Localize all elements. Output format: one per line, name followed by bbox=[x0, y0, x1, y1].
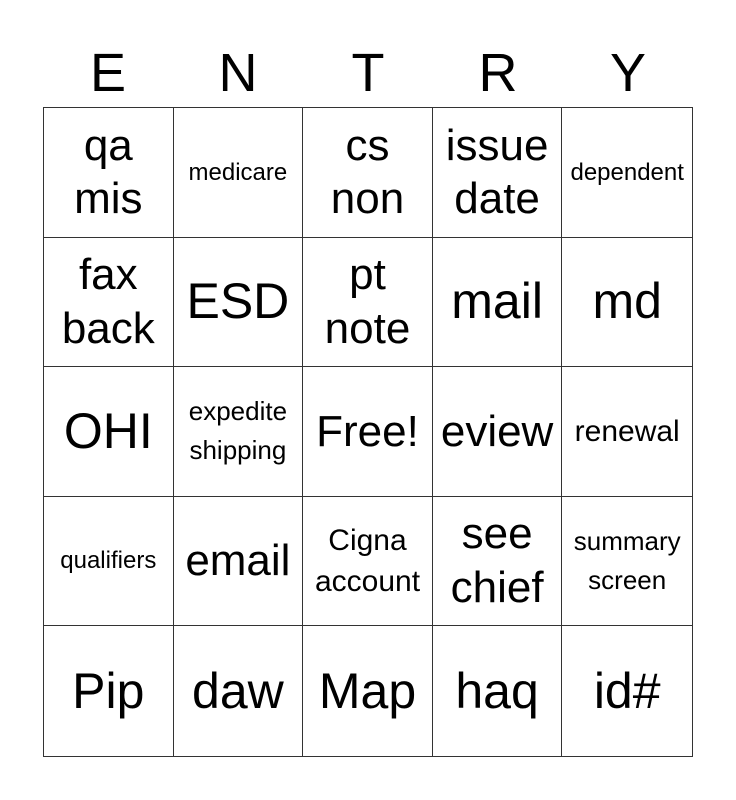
bingo-cell-3-2[interactable] bbox=[174, 367, 304, 497]
bingo-cell-text: qualifiers bbox=[60, 547, 157, 575]
header-letter-n: N bbox=[218, 43, 258, 103]
header-letter-t: T bbox=[351, 43, 385, 103]
bingo-cell-text: id# bbox=[593, 662, 661, 719]
header-letter-e: E bbox=[89, 43, 127, 103]
bingo-cell-text: haq bbox=[455, 662, 539, 719]
bingo-cell-2-3[interactable] bbox=[303, 238, 433, 368]
bingo-cell-3-3[interactable] bbox=[303, 367, 433, 497]
bingo-cell-text: pt note bbox=[324, 250, 411, 353]
bingo-cell-1-5[interactable] bbox=[562, 108, 692, 238]
bingo-cell-text: medicare bbox=[188, 158, 288, 186]
bingo-cell-4-4[interactable] bbox=[433, 497, 563, 627]
header-letter-r: R bbox=[478, 43, 518, 103]
bingo-cell-4-3[interactable] bbox=[303, 497, 433, 627]
bingo-cell-2-4[interactable] bbox=[433, 238, 563, 368]
bingo-cell-1-3[interactable] bbox=[303, 108, 433, 238]
bingo-cell-text: cs non bbox=[330, 120, 405, 224]
header-letter-y: Y bbox=[609, 43, 647, 103]
bingo-cell-5-4[interactable] bbox=[433, 626, 563, 756]
bingo-cell-text: Cigna account bbox=[314, 523, 421, 599]
bingo-cell-text: see chief bbox=[450, 509, 544, 613]
bingo-cell-text: OHI bbox=[63, 402, 153, 459]
bingo-cell-text: md bbox=[592, 273, 662, 330]
bingo-cell-text: eview bbox=[440, 406, 554, 456]
bingo-cell-5-1[interactable] bbox=[44, 626, 174, 756]
bingo-cell-2-1[interactable] bbox=[44, 238, 174, 368]
bingo-cell-text: ESD bbox=[186, 273, 290, 330]
bingo-cell-text: Pip bbox=[72, 662, 145, 719]
bingo-cell-text: issue date bbox=[445, 120, 549, 224]
bingo-cell-5-3[interactable] bbox=[303, 626, 433, 756]
bingo-cell-4-5[interactable] bbox=[562, 497, 692, 627]
bingo-cell-text: email bbox=[185, 536, 291, 586]
bingo-header bbox=[43, 40, 693, 106]
bingo-cell-4-2[interactable] bbox=[174, 497, 304, 627]
bingo-cell-text: qa mis bbox=[74, 120, 143, 224]
bingo-cell-1-1[interactable] bbox=[44, 108, 174, 238]
bingo-cell-2-2[interactable] bbox=[174, 238, 304, 368]
bingo-cell-text: dependent bbox=[570, 158, 684, 186]
bingo-cell-text: daw bbox=[192, 662, 284, 719]
bingo-cell-text: summary screen bbox=[573, 526, 681, 596]
bingo-cell-3-1[interactable] bbox=[44, 367, 174, 497]
bingo-cell-5-5[interactable] bbox=[562, 626, 692, 756]
bingo-cell-2-5[interactable] bbox=[562, 238, 692, 368]
bingo-cell-text: Map bbox=[318, 662, 417, 719]
bingo-cell-3-5[interactable] bbox=[562, 367, 692, 497]
bingo-board bbox=[43, 107, 693, 757]
bingo-cell-1-2[interactable] bbox=[174, 108, 304, 238]
bingo-cell-text: renewal bbox=[574, 414, 680, 448]
bingo-cell-5-2[interactable] bbox=[174, 626, 304, 756]
bingo-cell-text: mail bbox=[451, 273, 543, 330]
bingo-cell-text: expedite shipping bbox=[188, 396, 288, 466]
bingo-cell-text: fax back bbox=[61, 250, 155, 353]
bingo-cell-3-4[interactable] bbox=[433, 367, 563, 497]
bingo-cell-4-1[interactable] bbox=[44, 497, 174, 627]
bingo-cell-text: Free! bbox=[316, 406, 419, 456]
bingo-cell-1-4[interactable] bbox=[433, 108, 563, 238]
